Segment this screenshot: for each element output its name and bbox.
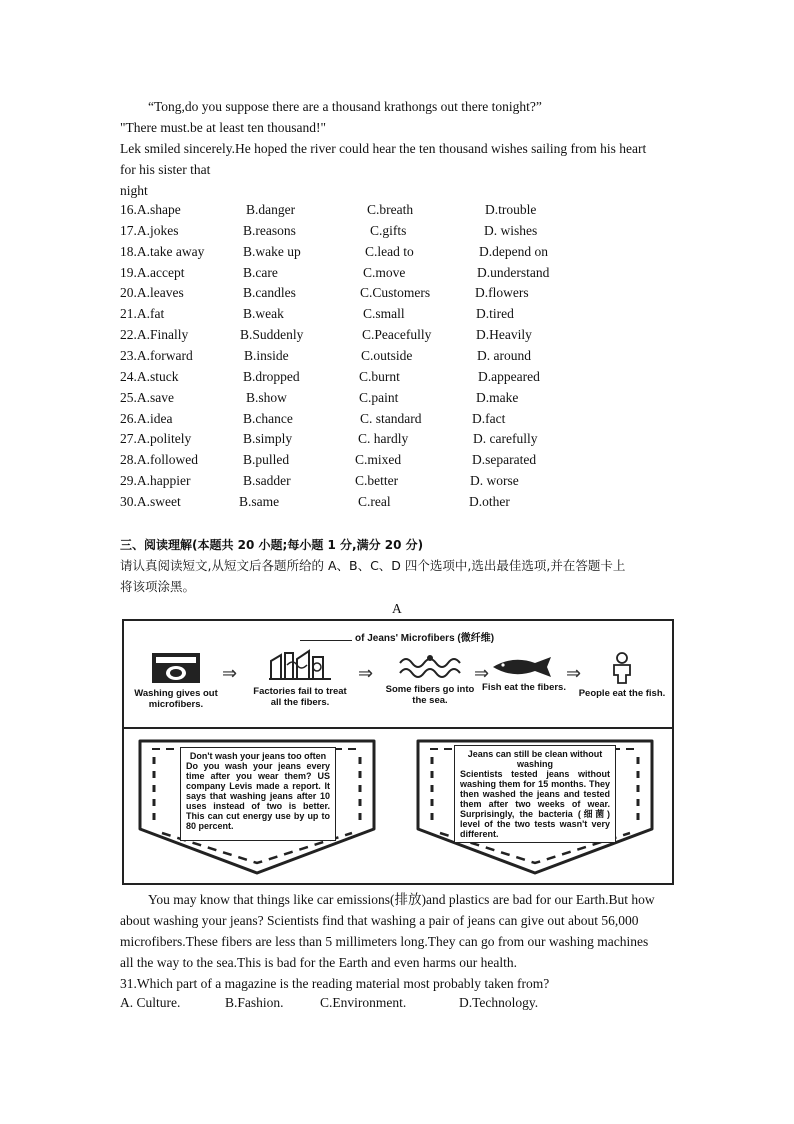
question-31-stem: 31.Which part of a magazine is the reading material most probably taken from? — [120, 976, 550, 991]
option-d[interactable]: D.flowers — [475, 285, 529, 301]
right-note-heading: Jeans can still be clean without washing — [467, 749, 603, 769]
option-b[interactable]: B.pulled — [243, 452, 290, 468]
question-row — [120, 494, 680, 515]
option-a[interactable]: 18.A.take away — [120, 243, 205, 259]
option-c[interactable]: C.breath — [367, 202, 414, 217]
step-label: Some fibers go into the sea. — [385, 684, 475, 706]
option-d[interactable]: D. carefully — [473, 431, 538, 447]
question-row — [120, 327, 680, 348]
option-c[interactable]: C.Environment. — [320, 995, 407, 1010]
option-b[interactable]: B.danger — [246, 202, 296, 217]
right-note-body: Scientists tested jeans without washing them for 15 months. They then washed the jeans and tested them after two weeks of wear. Surprisingly, the bacteria (细菌) level of the two tests wasn't very different. — [460, 769, 610, 839]
figure-title — [300, 629, 494, 644]
option-b[interactable]: B.care — [243, 264, 278, 280]
option-a[interactable]: 25.A.save — [120, 389, 174, 405]
option-b[interactable]: B.simply — [243, 431, 293, 447]
arrow-icon: ⇒ — [566, 663, 582, 684]
option-a[interactable]: 26.A.idea — [120, 410, 173, 426]
title-blank — [300, 640, 352, 641]
question-row — [120, 411, 680, 432]
option-d[interactable]: D.understand — [477, 264, 550, 280]
question-31-options — [120, 995, 680, 1016]
sea-waves-icon — [398, 651, 462, 681]
option-a[interactable]: 16.A.shape — [120, 202, 181, 217]
figure-title-text: of Jeans' Microfibers (微纤维) — [355, 633, 495, 644]
passage-line-4: for his sister that — [120, 162, 211, 177]
option-c[interactable]: C.move — [363, 264, 406, 280]
step-person — [574, 651, 670, 699]
option-a[interactable]: 23.A.forward — [120, 347, 193, 363]
step-washing — [128, 651, 224, 710]
section-heading: 三、阅读理解(本题共 20 小题;每小题 1 分,满分 20 分) — [120, 538, 424, 552]
option-a[interactable]: 27.A.politely — [120, 431, 192, 447]
option-c[interactable]: C.small — [363, 306, 405, 322]
option-c[interactable]: C.Peacefully — [362, 327, 432, 343]
question-row — [120, 223, 680, 244]
section-instruction-cont: 将该项涂黑。 — [120, 579, 196, 594]
option-b[interactable]: B.same — [239, 493, 280, 509]
option-a[interactable]: A. Culture. — [120, 995, 181, 1010]
passage-label: A — [392, 601, 402, 616]
option-b[interactable]: B.sadder — [243, 473, 291, 489]
person-icon — [609, 651, 635, 685]
question-row — [120, 369, 680, 390]
step-factory — [252, 647, 348, 708]
question-row — [120, 390, 680, 411]
option-d[interactable]: D.trouble — [485, 202, 537, 217]
question-row — [120, 202, 680, 223]
option-c[interactable]: C.gifts — [370, 222, 407, 238]
figure-divider — [124, 727, 672, 729]
section-instruction: 请认真阅读短文,从短文后各题所给的 A、B、C、D 四个选项中,选出最佳选项,并在答题卡上 — [120, 558, 626, 573]
right-note — [454, 745, 616, 843]
option-c[interactable]: C.Customers — [360, 285, 431, 301]
passage-a-line-4: all the way to the sea.This is bad for the Earth and even harms our health. — [120, 955, 517, 970]
right-pocket — [410, 737, 660, 877]
question-row — [120, 431, 680, 452]
option-d[interactable]: D.depend on — [479, 243, 548, 259]
option-c[interactable]: C.better — [355, 473, 399, 489]
option-b[interactable]: B.candles — [243, 285, 296, 301]
passage-line-2: "There must.be at least ten thousand!" — [120, 120, 326, 135]
arrow-icon: ⇒ — [222, 663, 238, 684]
question-row — [120, 306, 680, 327]
option-b[interactable]: B.weak — [243, 306, 284, 322]
left-note-heading: Don't wash your jeans too often — [189, 751, 327, 761]
option-a[interactable]: 30.A.sweet — [120, 493, 181, 509]
option-a[interactable]: 17.A.jokes — [120, 222, 179, 238]
option-b[interactable]: B.Suddenly — [240, 327, 304, 343]
passage-a-line-3: microfibers.These fibers are less than 5 millimeters long.They can go from our washing machines — [120, 934, 649, 949]
arrow-icon: ⇒ — [474, 663, 490, 684]
passage-a-line-1: You may know that things like car emissions(排放)and plastics are bad for our Earth.But how — [148, 892, 655, 907]
passage-line-3: Lek smiled sincerely.He hoped the river could hear the ten thousand wishes sailing from his heart — [120, 141, 647, 156]
question-row — [120, 265, 680, 286]
question-row — [120, 285, 680, 306]
option-a[interactable]: 28.A.followed — [120, 452, 198, 468]
question-row — [120, 244, 680, 265]
washing-machine-icon — [150, 651, 202, 685]
option-b[interactable]: B.inside — [244, 347, 289, 363]
option-b[interactable]: B.reasons — [243, 222, 296, 238]
option-d[interactable]: D.other — [469, 493, 510, 509]
option-c[interactable]: C. standard — [360, 410, 422, 426]
option-b[interactable]: B.show — [246, 389, 287, 405]
option-b[interactable]: B.dropped — [243, 368, 300, 384]
passage-line-1: “Tong,do you suppose there are a thousand krathongs out there tonight?” — [148, 99, 542, 114]
left-note — [180, 747, 336, 841]
fish-icon — [489, 655, 559, 679]
option-d[interactable]: D.separated — [472, 452, 537, 468]
step-label: Washing gives out microfibers. — [134, 688, 218, 710]
question-row — [120, 473, 680, 494]
left-pocket — [132, 737, 382, 877]
step-fish — [476, 655, 572, 693]
option-b[interactable]: B.Fashion. — [225, 995, 284, 1010]
question-row — [120, 348, 680, 369]
option-d[interactable]: D.Heavily — [476, 327, 532, 343]
step-label: People eat the fish. — [578, 688, 666, 699]
option-a[interactable]: 24.A.stuck — [120, 368, 179, 384]
option-c[interactable]: C. hardly — [358, 431, 409, 447]
option-a[interactable]: 29.A.happier — [120, 473, 191, 489]
question-row — [120, 452, 680, 473]
option-d[interactable]: D.Technology. — [459, 995, 539, 1010]
option-d[interactable]: D. worse — [470, 473, 519, 489]
option-d[interactable]: D. around — [477, 347, 531, 363]
option-a[interactable]: 19.A.accept — [120, 264, 185, 280]
passage-a-line-2: about washing your jeans? Scientists find that washing a pair of jeans can give out about 56,000 — [120, 913, 639, 928]
option-c[interactable]: C.lead to — [365, 243, 414, 259]
option-b[interactable]: B.wake up — [243, 243, 301, 259]
factory-icon — [267, 647, 333, 683]
step-label: Factories fail to treat all the fibers. — [253, 686, 347, 708]
option-c[interactable]: C.paint — [359, 389, 399, 405]
step-label: Fish eat the fibers. — [482, 682, 566, 693]
option-d[interactable]: D.fact — [472, 410, 506, 426]
option-d[interactable]: D.appeared — [478, 368, 540, 384]
jeans-microfibers-figure — [122, 619, 674, 885]
option-a[interactable]: 20.A.leaves — [120, 285, 184, 301]
option-c[interactable]: C.outside — [361, 347, 413, 363]
option-d[interactable]: D. wishes — [484, 222, 538, 238]
option-c[interactable]: C.real — [358, 493, 391, 509]
option-c[interactable]: C.burnt — [359, 368, 400, 384]
passage-line-5: night — [120, 183, 148, 198]
option-d[interactable]: D.make — [476, 389, 519, 405]
left-note-body: Do you wash your jeans every time after you wear them? US company Levis made a report. It says that washing jeans after 10 uses instead of two is better. This can cut energy use by up to 80 percent. — [186, 761, 330, 831]
arrow-icon: ⇒ — [358, 663, 374, 684]
option-a[interactable]: 22.A.Finally — [120, 327, 189, 343]
option-d[interactable]: D.tired — [476, 306, 514, 322]
step-sea — [382, 651, 478, 706]
option-a[interactable]: 21.A.fat — [120, 306, 165, 322]
option-c[interactable]: C.mixed — [355, 452, 402, 468]
option-b[interactable]: B.chance — [243, 410, 293, 426]
